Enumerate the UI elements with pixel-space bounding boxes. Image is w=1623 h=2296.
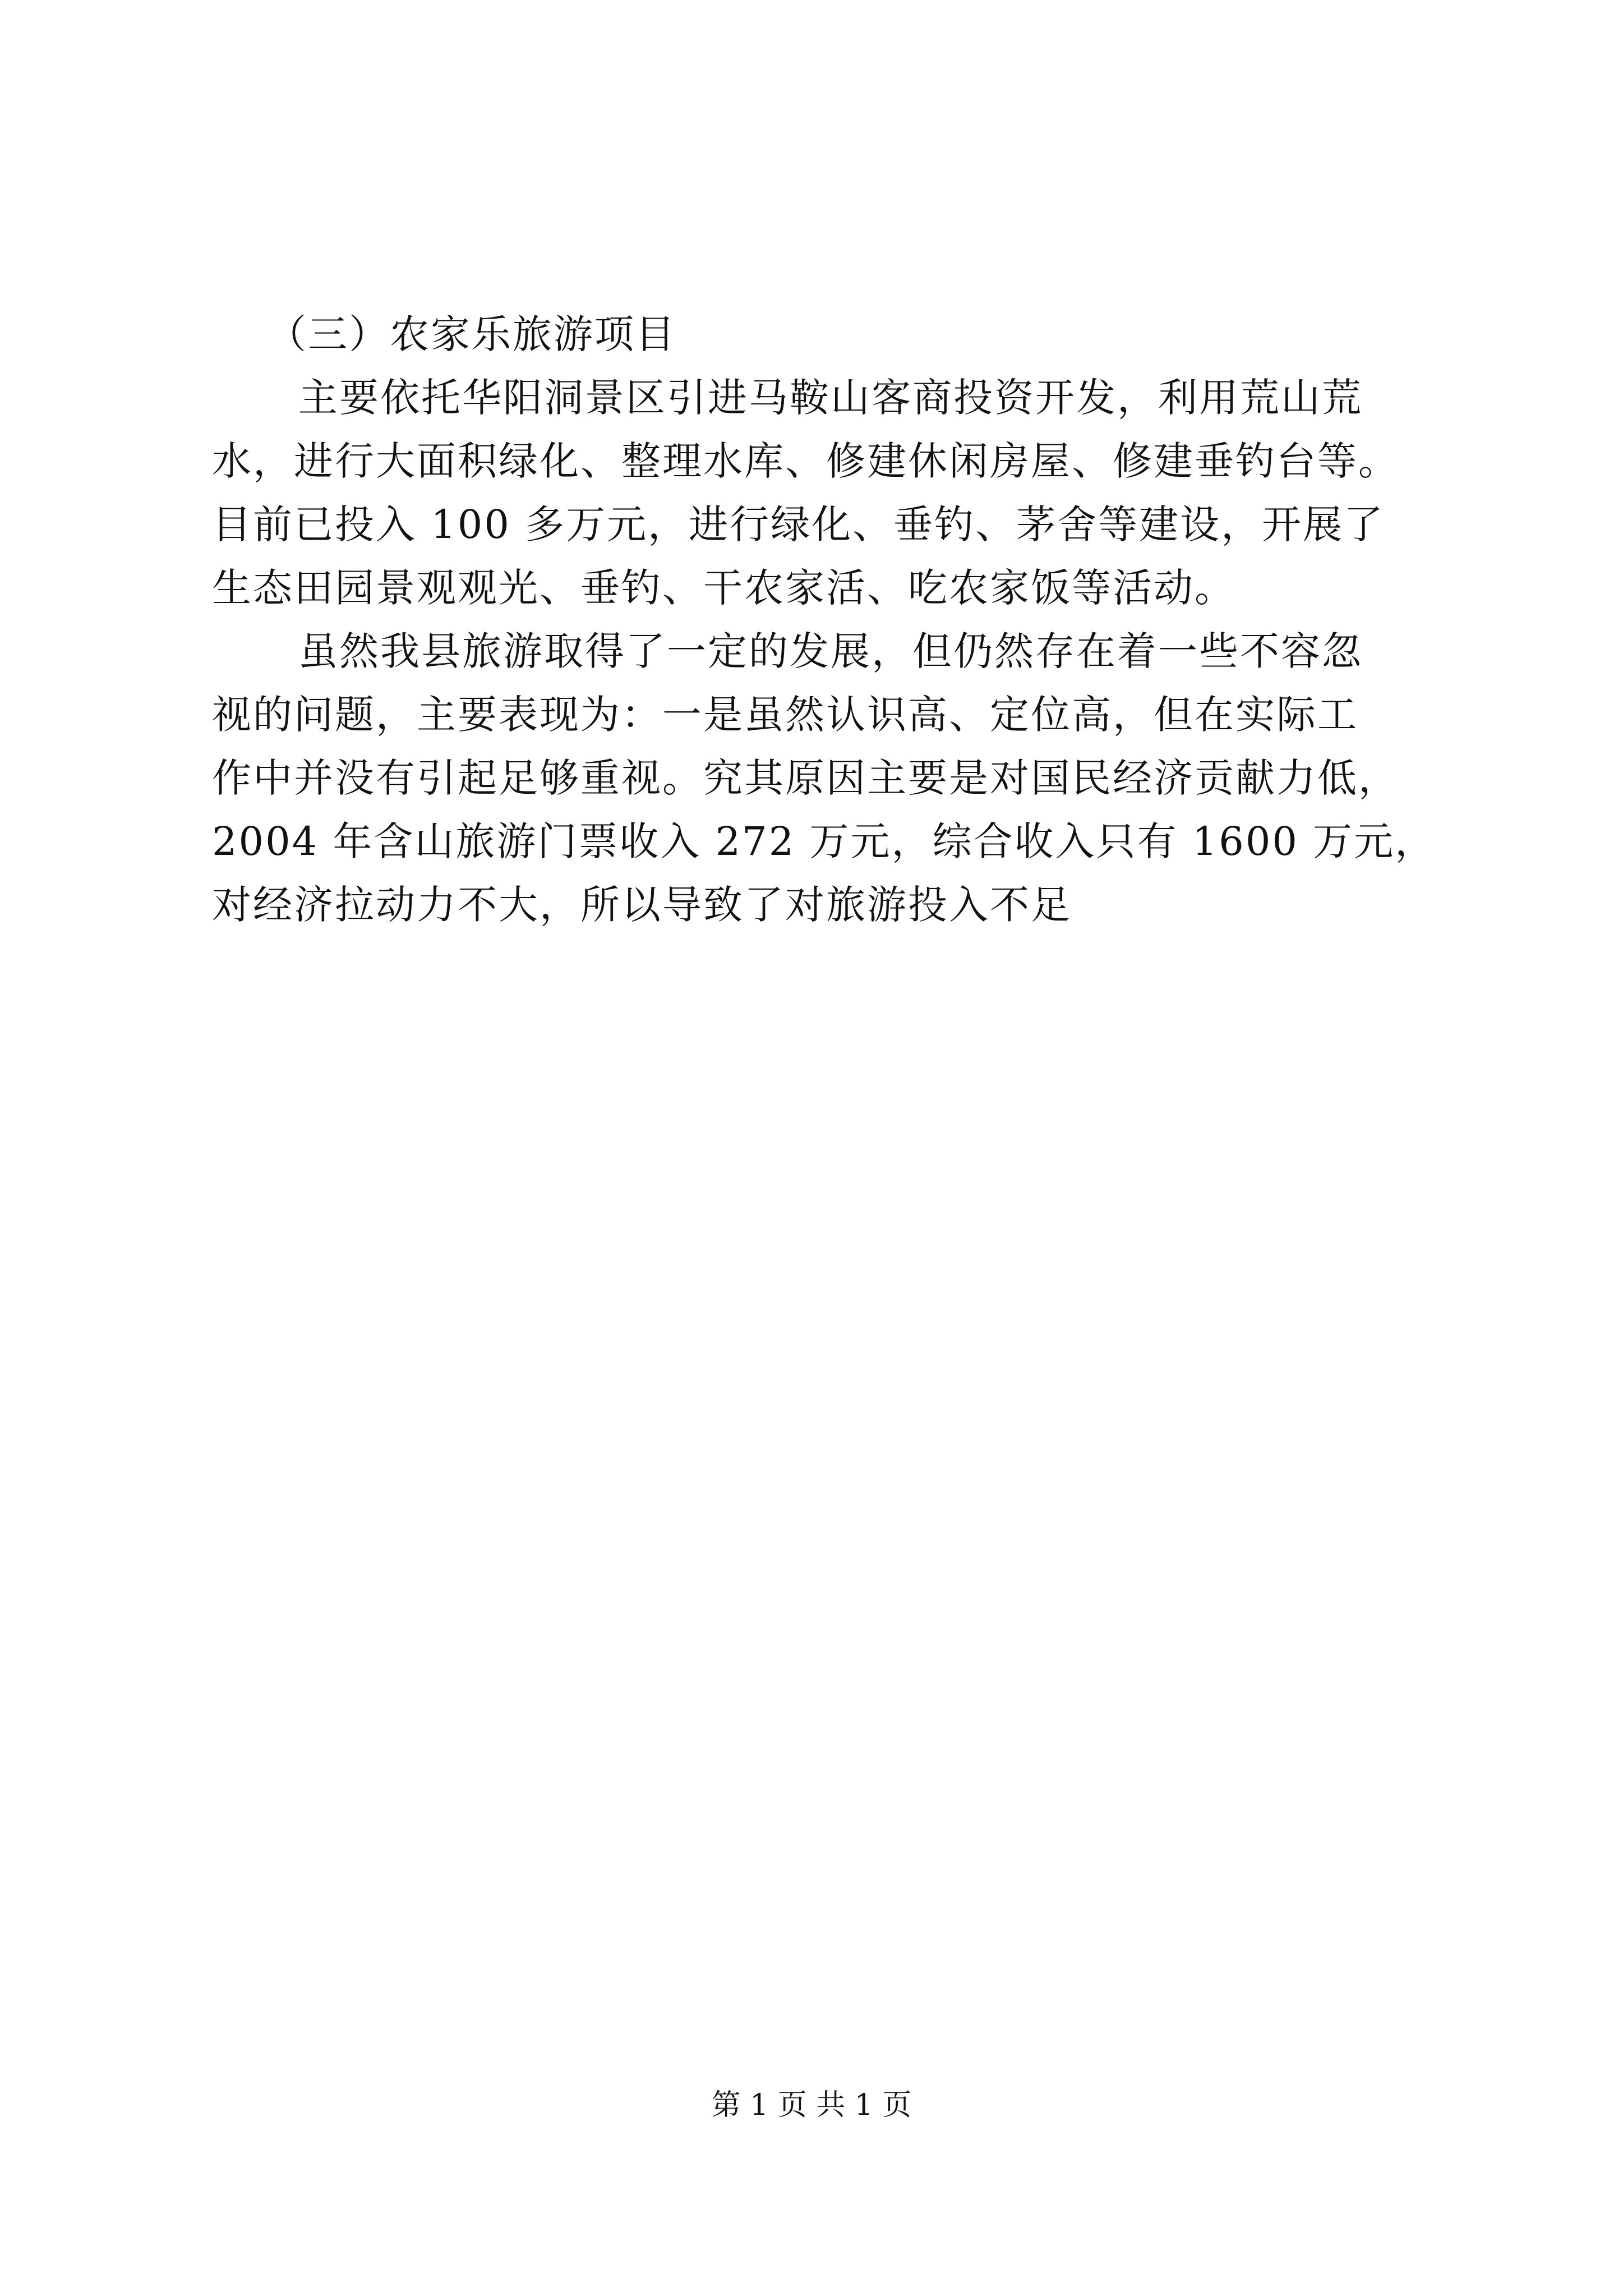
paragraph-line: 水，进行大面积绿化、整理水库、修建休闲房屋、修建垂钓台等。 [212,438,1399,484]
paragraph-line: 2004 年含山旅游门票收入 272 万元，综合收入只有 1600 万元， [212,818,1436,864]
section-heading: （三）农家乐旅游项目 [267,311,676,357]
page-number-footer: 第 1 页 共 1 页 [711,2088,912,2122]
paragraph-line: 主要依托华阳洞景区引进马鞍山客商投资开发，利用荒山荒 [298,375,1363,421]
paragraph-1 [212,366,1457,620]
document-body [212,303,1457,937]
paragraph-line: 作中并没有引起足够重视。究其原因主要是对国民经济贡献力低， [212,755,1399,801]
paragraph-line: 虽然我县旅游取得了一定的发展，但仍然存在着一些不容忽 [298,628,1363,674]
paragraph-2 [212,620,1457,937]
paragraph-line: 生态田园景观观光、垂钓、干农家活、吃农家饭等活动。 [212,565,1235,611]
paragraph-line: 对经济拉动力不大，所以导致了对旅游投入不足 [212,882,1072,928]
paragraph-line: 视的问题，主要表现为：一是虽然认识高、定位高，但在实际工 [212,692,1358,738]
paragraph-line: 目前已投入 100 多万元，进行绿化、垂钓、茅舍等建设，开展了 [212,501,1385,547]
